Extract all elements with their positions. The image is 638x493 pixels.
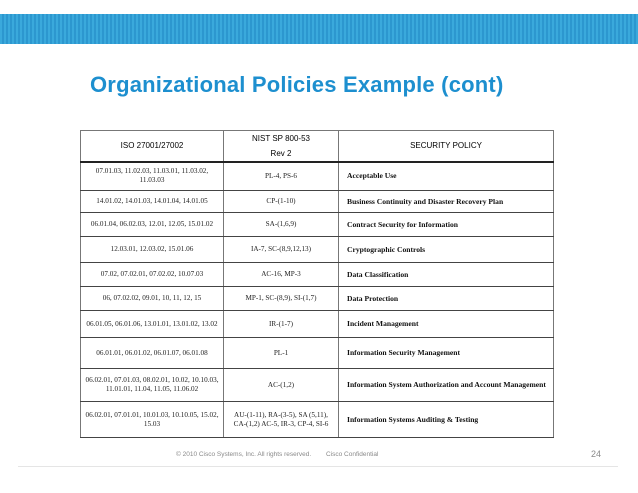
nist-cell: SA-(1,6,9) — [224, 213, 339, 237]
table-row — [81, 162, 554, 191]
table-row — [81, 311, 554, 338]
policy-cell: Information Security Management — [339, 338, 554, 369]
iso-cell: 07.01.03, 11.02.03, 11.03.01, 11.03.02, 11.03.03 — [81, 162, 224, 191]
header-iso — [81, 131, 224, 162]
iso-cell: 06.01.04, 06.02.03, 12.01, 12.05, 15.01.02 — [81, 213, 224, 237]
policy-cell: Acceptable Use — [339, 162, 554, 191]
header-policy-label: SECURITY POLICY — [410, 141, 482, 151]
header-nist-line1: NIST SP 800-53 — [252, 133, 310, 143]
footer-divider — [18, 466, 618, 467]
table-row — [81, 263, 554, 287]
nist-cell: IR-(1-7) — [224, 311, 339, 338]
iso-cell: 06, 07.02.02, 09.01, 10, 11, 12, 15 — [81, 287, 224, 311]
table-row — [81, 213, 554, 237]
nist-cell: MP-1, SC-(8,9), SI-(1,7) — [224, 287, 339, 311]
slide-title: Organizational Policies Example (cont) — [90, 72, 504, 97]
table-row — [81, 287, 554, 311]
nist-cell: IA-7, SC-(8,9,12,13) — [224, 237, 339, 263]
header-iso-label: ISO 27001/27002 — [120, 141, 184, 151]
policy-cell: Information Systems Auditing & Testing — [339, 402, 554, 438]
table-row — [81, 237, 554, 263]
iso-cell: 06.01.05, 06.01.06, 13.01.01, 13.01.02, 13.02 — [81, 311, 224, 338]
page-number: 24 — [591, 449, 602, 459]
policy-cell: Data Protection — [339, 287, 554, 311]
top-decorative-band — [0, 14, 638, 44]
table-row — [81, 369, 554, 402]
policy-cell: Data Classification — [339, 263, 554, 287]
nist-cell: AC-(1,2) — [224, 369, 339, 402]
table-row — [81, 338, 554, 369]
table-row — [81, 191, 554, 213]
iso-cell: 14.01.02, 14.01.03, 14.01.04, 14.01.05 — [81, 191, 224, 213]
nist-cell: AU-(1-11), RA-(3-5), SA (5,11), CA-(1,2) AC-5, IR-3, CP-4, SI-6 — [224, 402, 339, 438]
iso-cell: 07.02, 07.02.01, 07.02.02, 10.07.03 — [81, 263, 224, 287]
nist-cell: PL-1 — [224, 338, 339, 369]
header-nist — [224, 131, 339, 162]
iso-cell: 06.01.01, 06.01.02, 06.01.07, 06.01.08 — [81, 338, 224, 369]
policy-cell: Incident Management — [339, 311, 554, 338]
table-row — [81, 402, 554, 438]
nist-cell: AC-16, MP-3 — [224, 263, 339, 287]
iso-cell: 12.03.01, 12.03.02, 15.01.06 — [81, 237, 224, 263]
policy-cell: Contract Security for Information — [339, 213, 554, 237]
header-policy — [339, 131, 554, 162]
footer-copyright: © 2010 Cisco Systems, Inc. All rights reserved. — [176, 451, 312, 458]
policy-cell: Information System Authorization and Account Management — [339, 369, 554, 402]
nist-cell: CP-(1-10) — [224, 191, 339, 213]
footer-confidential: Cisco Confidential — [326, 451, 379, 458]
header-nist-line2: Rev 2 — [270, 148, 292, 158]
iso-cell: 06.02.01, 07.01.03, 08.02.01, 10.02, 10.10.03, 11.01.01, 11.04, 11.05, 11.06.02 — [81, 369, 224, 402]
policy-cell: Business Continuity and Disaster Recovery Plan — [339, 191, 554, 213]
policy-cell: Cryptographic Controls — [339, 237, 554, 263]
policy-mapping-table — [80, 130, 553, 437]
nist-cell: PL-4, PS-6 — [224, 162, 339, 191]
iso-cell: 06.02.01, 07.01.01, 10.01.03, 10.10.05, 15.02, 15.03 — [81, 402, 224, 438]
